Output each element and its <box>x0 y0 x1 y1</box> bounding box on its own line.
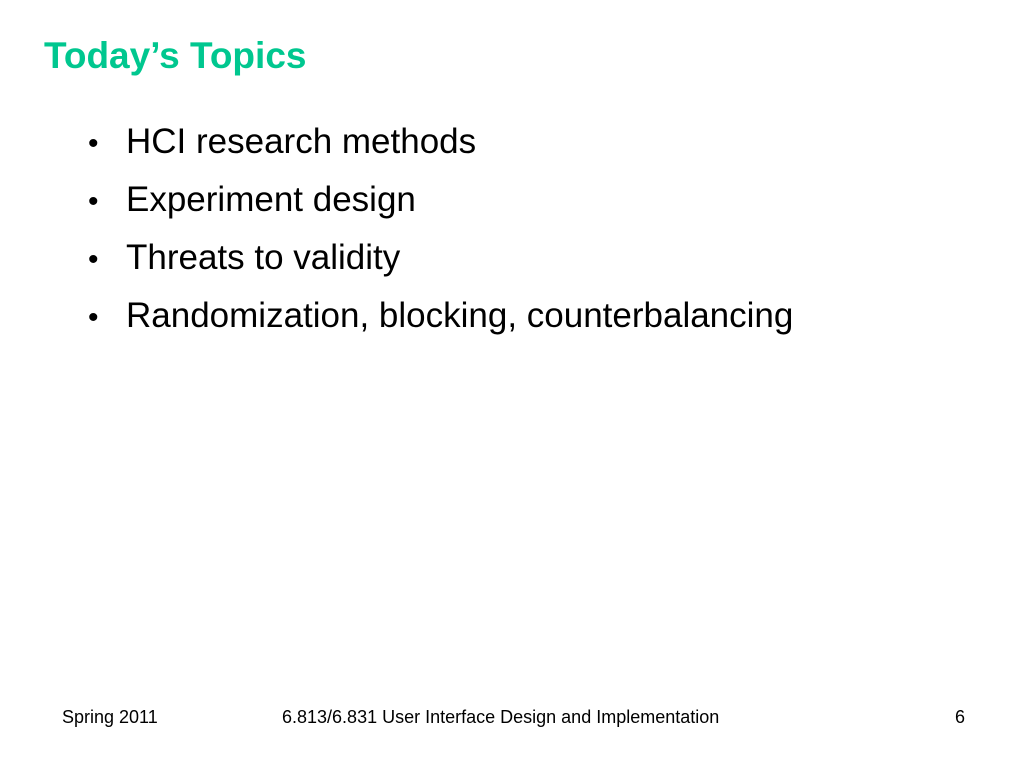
slide-number: 6 <box>954 707 965 727</box>
topic-item-threats-validity <box>88 234 793 292</box>
footer-course-title: 6.813/6.831 User Interface Design and Implementation <box>282 707 720 727</box>
topic-text: Randomization, blocking, counterbalancing <box>126 296 794 335</box>
topic-text: Threats to validity <box>126 238 401 277</box>
bullet-icon: • <box>88 185 99 218</box>
topic-item-research-methods <box>88 118 793 176</box>
topic-list <box>88 118 793 350</box>
bullet-icon: • <box>88 127 99 160</box>
topic-text: HCI research methods <box>126 122 477 161</box>
topic-item-experiment-design <box>88 176 793 234</box>
slide-title: Today’s Topics <box>44 35 307 76</box>
bullet-icon: • <box>88 243 99 276</box>
topic-item-randomization <box>88 292 793 350</box>
footer-date: Spring 2011 <box>62 707 158 727</box>
bullet-icon: • <box>88 301 99 334</box>
topic-text: Experiment design <box>126 180 416 219</box>
